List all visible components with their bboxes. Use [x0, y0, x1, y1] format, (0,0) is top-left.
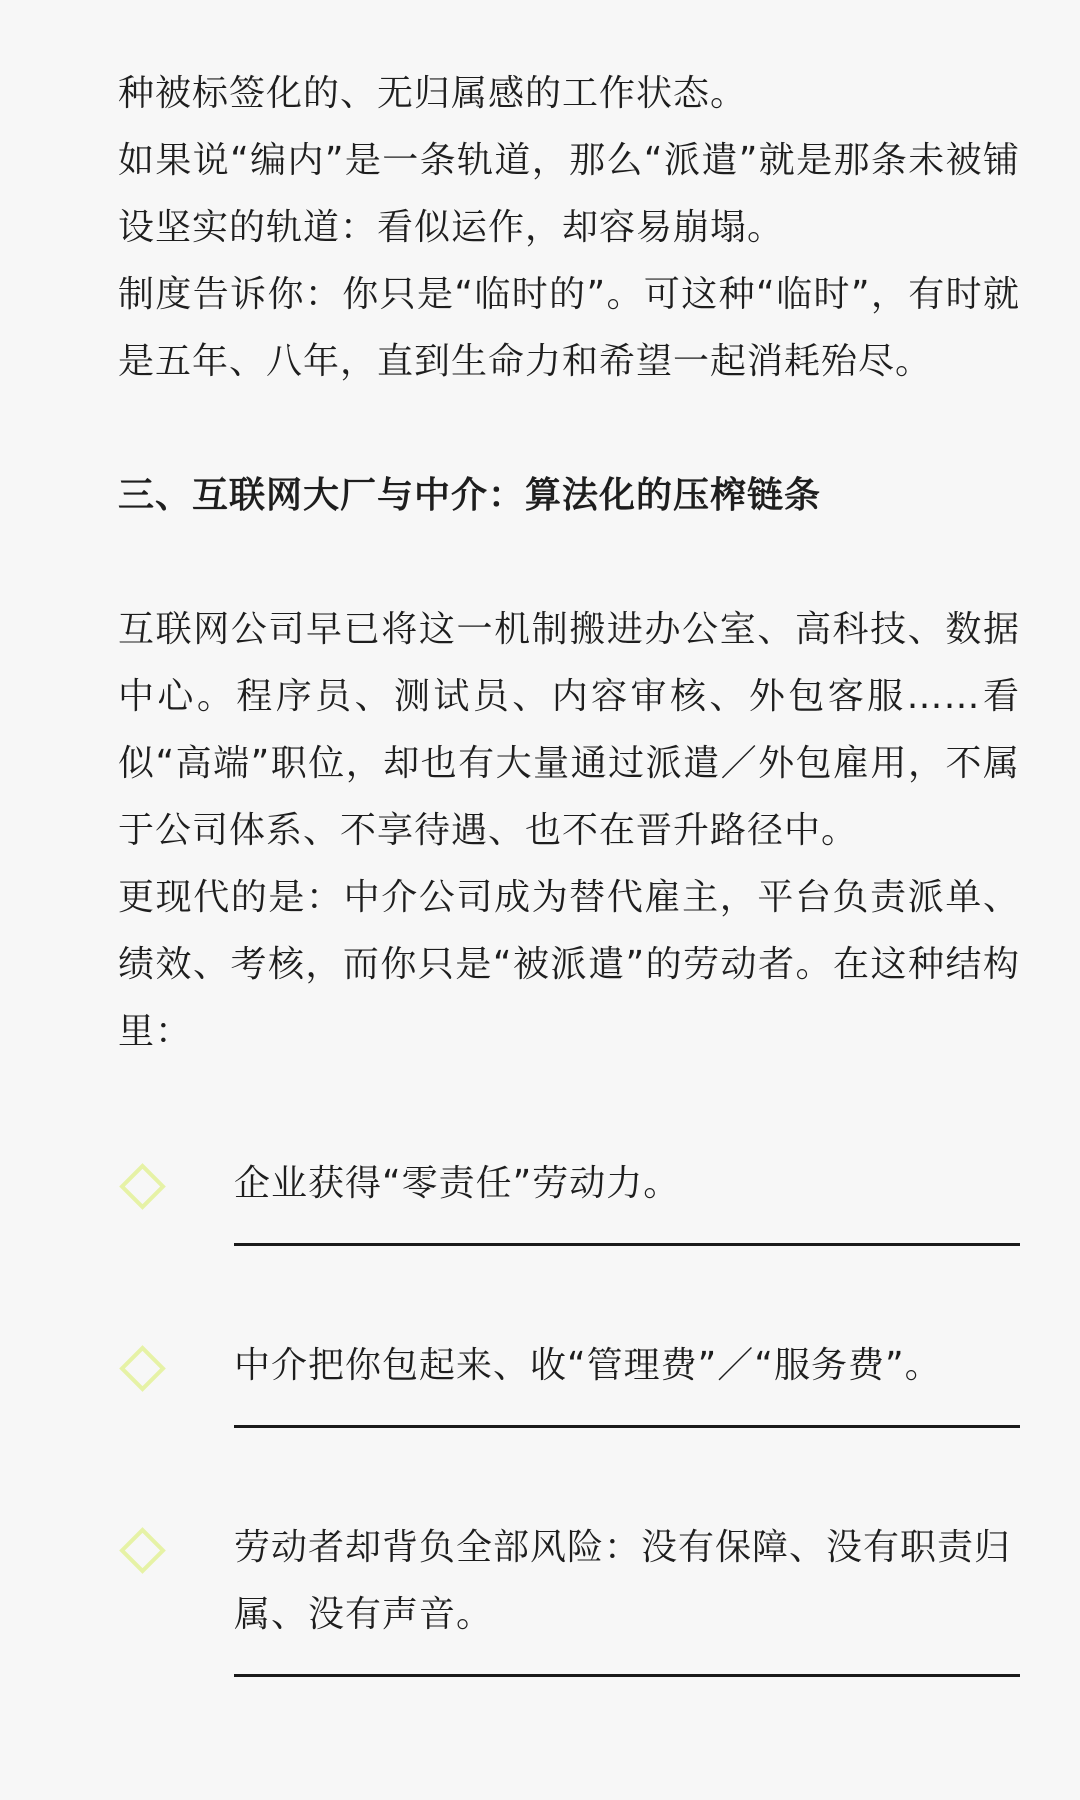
list-item-text: 劳动者却背负全部风险：没有保障、没有职责归属、没有声音。: [234, 1514, 1020, 1677]
paragraph-labeling: 种被标签化的、无归属感的工作状态。: [118, 73, 748, 114]
diamond-outline-icon: [119, 1163, 166, 1210]
bullet-list: [118, 1150, 1020, 1677]
list-item-text: 企业获得“零责任”劳动力。: [234, 1150, 1020, 1246]
paragraph-internet-companies: 互联网公司早已将这一机制搬进办公室、高科技、数据中心。程序员、测试员、内容审核、外包客服……看似“高端”职位，却也有大量通过派遣／外包雇用，不属于公司体系、不享待遇、也不在晋升路径中。: [118, 609, 1020, 851]
paragraph-agency-employer: 更现代的是：中介公司成为替代雇主，平台负责派单、绩效、考核，而你只是“被派遣”的劳动者。在这种结构里：: [118, 877, 1020, 1052]
list-item-text: 中介把你包起来、收“管理费”／“服务费”。: [234, 1332, 1020, 1428]
list-item: [118, 1150, 1020, 1246]
diamond-outline-icon: [119, 1345, 166, 1392]
paragraph-temporary: 制度告诉你：你只是“临时的”。可这种“临时”，有时就是五年、八年，直到生命力和希望一起消耗殆尽。: [118, 274, 1020, 382]
list-item: [118, 1332, 1020, 1428]
diamond-outline-icon: [119, 1527, 166, 1574]
section-heading: 三、互联网大厂与中介：算法化的压榨链条: [118, 475, 822, 516]
paragraph-track-metaphor: 如果说“编内”是一条轨道，那么“派遣”就是那条未被铺设坚实的轨道：看似运作，却容易崩塌。: [118, 140, 1020, 248]
article-body: [118, 60, 1020, 1677]
list-item: [118, 1514, 1020, 1677]
